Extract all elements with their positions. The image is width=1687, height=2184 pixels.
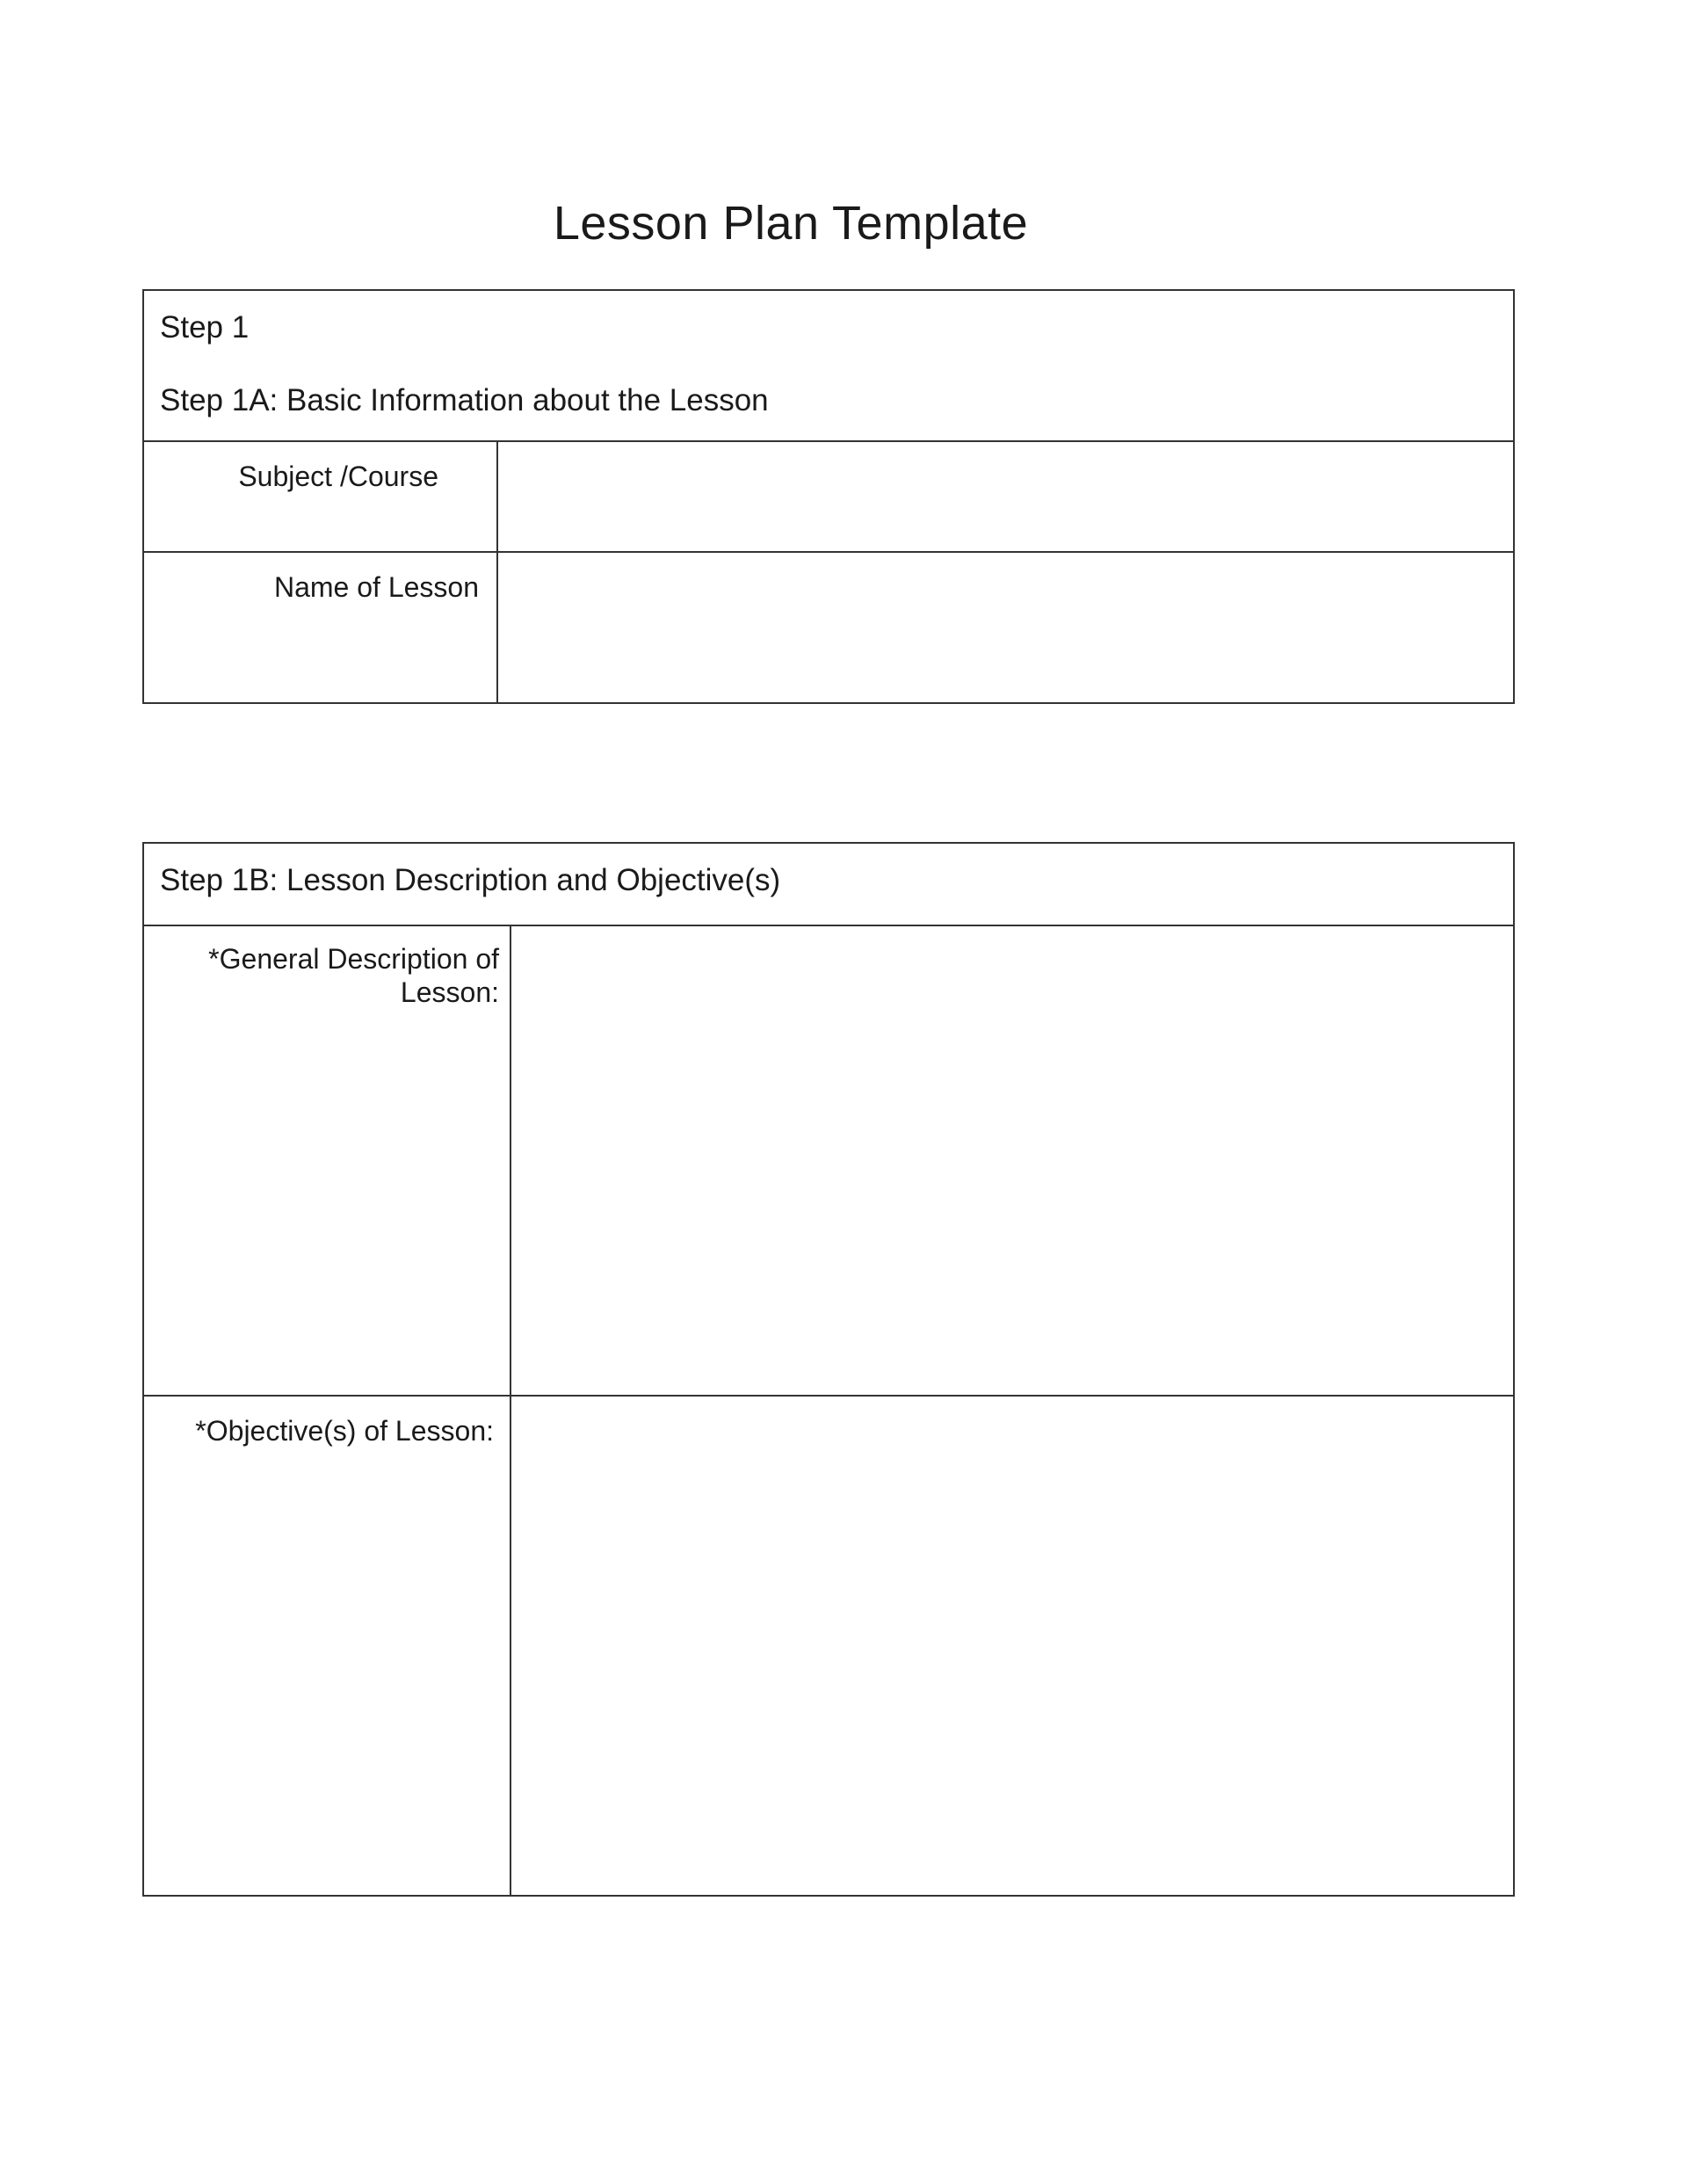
general-description-label-cell	[144, 926, 511, 1395]
step-1-heading: Step 1	[160, 310, 250, 345]
name-of-lesson-field[interactable]	[498, 553, 1513, 704]
name-of-lesson-label-cell	[144, 553, 498, 704]
objectives-field[interactable]	[511, 1397, 1513, 1897]
general-description-label: *General Description of Lesson:	[208, 943, 499, 1008]
name-of-lesson-row	[144, 553, 1513, 704]
page-title: Lesson Plan Template	[553, 197, 1029, 250]
step-1a-table	[142, 289, 1515, 704]
objectives-label: *Objective(s) of Lesson:	[195, 1415, 494, 1447]
general-description-row	[144, 926, 1513, 1397]
objectives-row	[144, 1397, 1513, 1897]
subject-course-label-cell	[144, 442, 498, 551]
subject-course-label: Subject /Course	[238, 461, 438, 492]
objectives-label-cell	[144, 1397, 511, 1897]
step-1a-heading: Step 1A: Basic Information about the Lesson	[160, 383, 769, 417]
subject-course-field[interactable]	[498, 442, 1513, 551]
step-1b-table	[142, 842, 1515, 1897]
subject-course-row	[144, 442, 1513, 553]
step-1b-heading: Step 1B: Lesson Description and Objective(s)	[160, 863, 781, 897]
name-of-lesson-label: Name of Lesson	[273, 571, 479, 603]
step-1b-header	[144, 844, 1513, 926]
step-1a-header	[144, 291, 1513, 442]
general-description-field[interactable]	[511, 926, 1513, 1395]
